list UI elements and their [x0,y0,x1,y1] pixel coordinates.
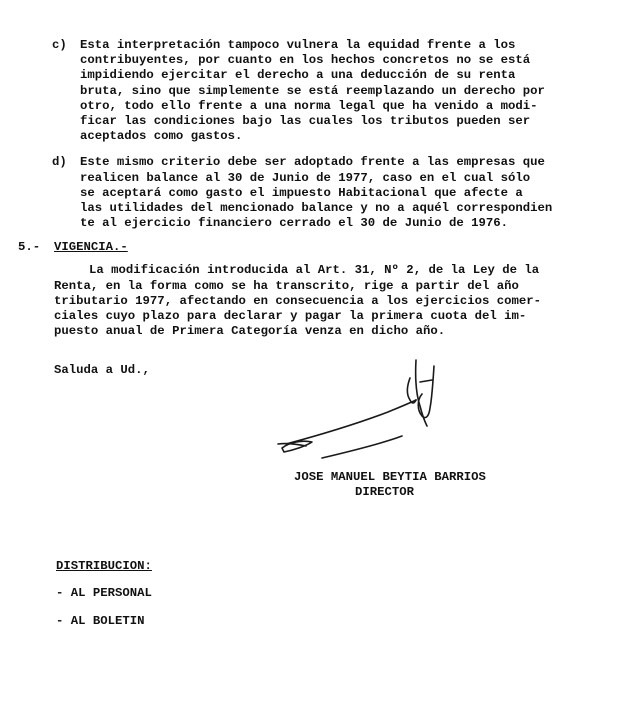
item-c-line-1: Esta interpretación tampoco vulnera la equidad frente a los [80,38,516,52]
item-c-line-3: impidiendo ejercitar el derecho a una deducción de su renta [80,68,516,82]
section-5-line-5: puesto anual de Primera Categoría venza en dicho año. [54,324,446,338]
section-5-heading: VIGENCIA.- [54,240,128,254]
distribution-item-personal: - AL PERSONAL [56,586,152,600]
item-c-line-7: aceptados como gastos. [80,129,243,143]
item-c-line-2: contribuyentes, por cuanto en los hechos concretos no se está [80,53,531,67]
section-5-line-2: Renta, en la forma como se ha transcrito, rige a partir del año [54,279,519,293]
section-5-line-3: tributario 1977, afectando en consecuencia a los ejercicios comer- [54,294,542,308]
item-c-line-6: ficar las condiciones bajo las cuales los tributos pueden ser [80,114,531,128]
section-5-number: 5.- [18,240,41,254]
closing-salutation: Saluda a Ud., [54,363,150,377]
signatory-title: DIRECTOR [355,485,415,499]
item-d-marker: d) [52,155,67,169]
item-d-line-2: realicen balance al 30 de Junio de 1977, caso en el cual sólo [80,171,531,185]
handwritten-signature [276,356,456,466]
item-c-line-4: bruta, sino que simplemente se está reemplazando un derecho por [80,84,545,98]
distribution-heading: DISTRIBUCION: [56,559,152,573]
section-5-line-4: ciales cuyo plazo para declarar y pagar la primera cuota del im- [54,309,527,323]
signatory-name: JOSE MANUEL BEYTIA BARRIOS [294,470,486,484]
item-d-line-1: Este mismo criterio debe ser adoptado frente a las empresas que [80,155,545,169]
item-d-line-5: te al ejercicio financiero cerrado el 30 de Junio de 1976. [80,216,509,230]
item-c-marker: c) [52,38,67,52]
distribution-item-boletin: - AL BOLETIN [56,614,145,628]
section-5-line-1: La modificación introducida al Art. 31, Nº 2, de la Ley de la [89,263,540,277]
item-d-line-3: se aceptará como gasto el impuesto Habitacional que afecte a [80,186,523,200]
item-d-line-4: las utilidades del mencionado balance y no a aquél correspondien [80,201,553,215]
item-c-line-5: otro, todo ello frente a una norma legal que ha venido a modi- [80,99,538,113]
